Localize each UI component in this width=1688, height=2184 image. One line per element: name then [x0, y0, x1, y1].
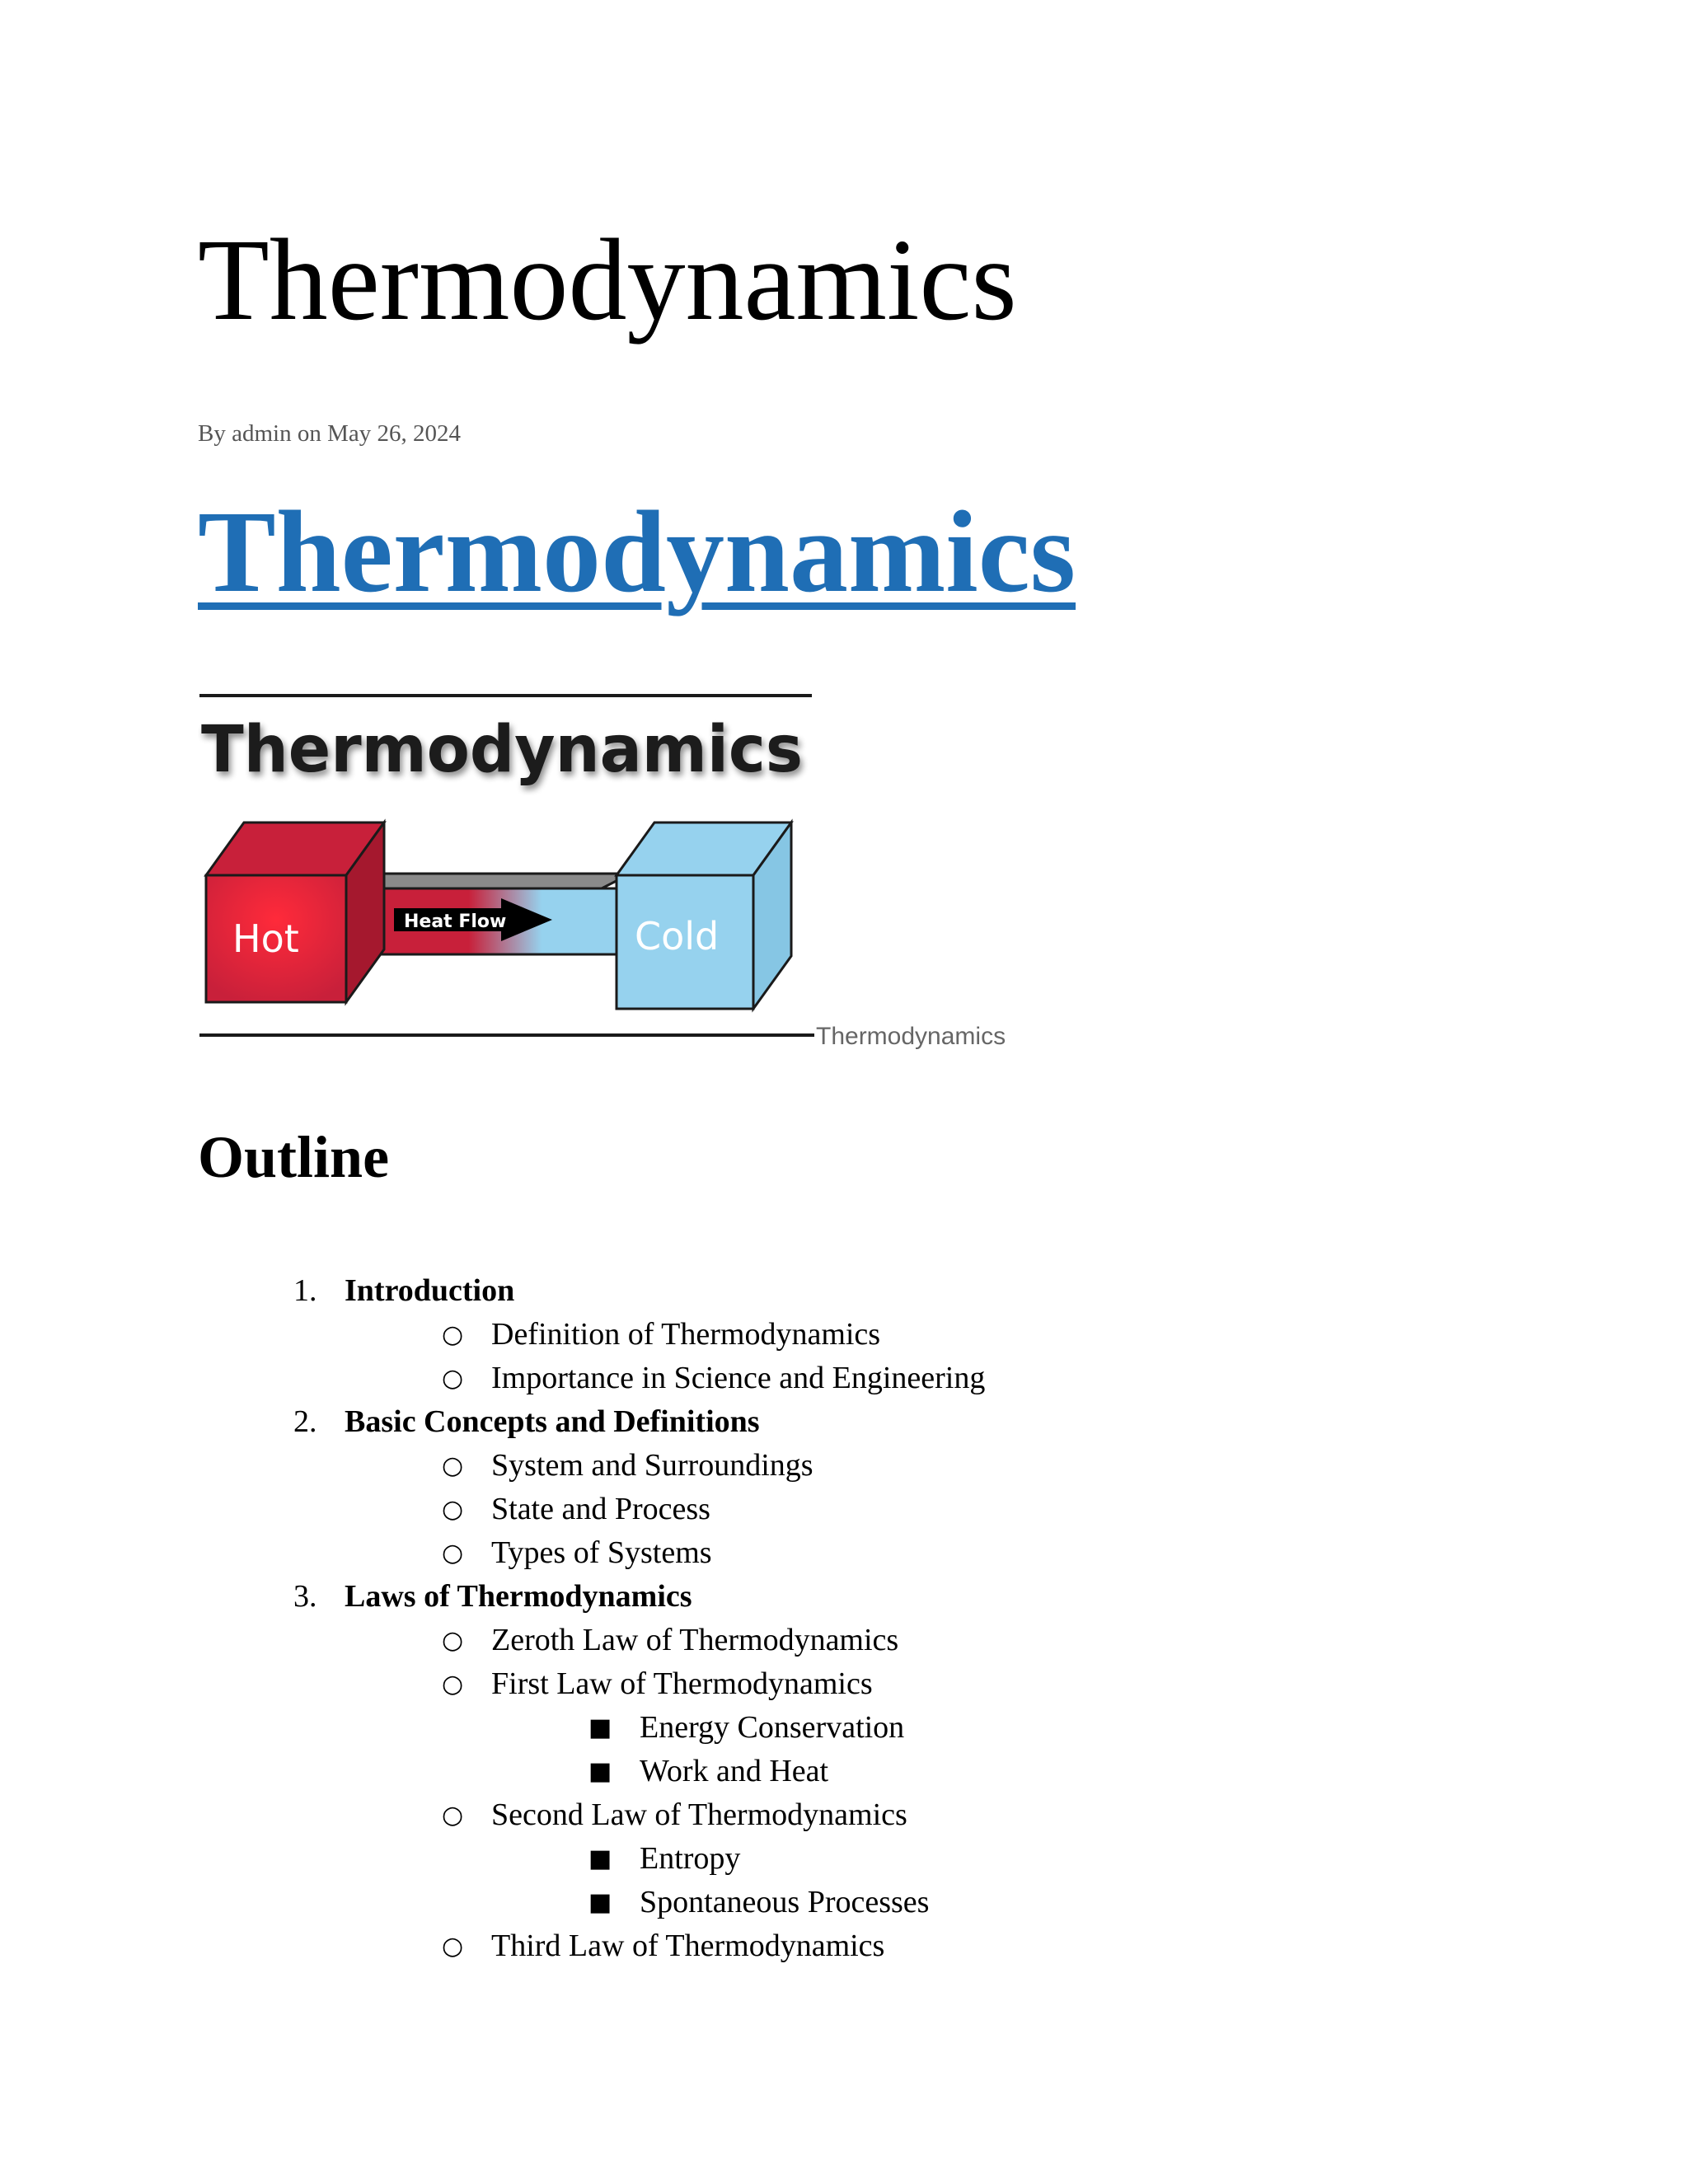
- list-bullet: ○: [442, 1495, 464, 1524]
- outline-item: [0, 1575, 1688, 1619]
- list-item-label: Laws of Thermodynamics: [345, 1579, 692, 1614]
- outline-subitem: [0, 1793, 1688, 1837]
- figure-heading: Thermodynamics: [201, 713, 803, 787]
- cold-label: Cold: [635, 914, 720, 958]
- list-item-label: Entropy: [640, 1841, 741, 1876]
- post-byline: By admin on May 26, 2024: [198, 420, 461, 447]
- list-number: 3.: [293, 1579, 317, 1614]
- list-bullet: ■: [588, 1888, 612, 1917]
- outline-list: [0, 1269, 1688, 1968]
- list-number: 1.: [293, 1273, 317, 1308]
- hot-label: Hot: [232, 916, 299, 961]
- heat-flow-illustration: [198, 692, 816, 1055]
- bar-top-face: [354, 874, 631, 888]
- outline-heading: Outline: [198, 1124, 390, 1190]
- post-title-link[interactable]: Thermodynamics: [198, 486, 1076, 616]
- outline-subitem: [0, 1488, 1688, 1531]
- outline-subsubitem: [0, 1837, 1688, 1881]
- list-item-label: Basic Concepts and Definitions: [345, 1404, 760, 1439]
- outline-item: [0, 1269, 1688, 1313]
- list-item-label: First Law of Thermodynamics: [491, 1666, 873, 1701]
- list-bullet: ○: [442, 1320, 464, 1349]
- list-item-label: Spontaneous Processes: [640, 1885, 930, 1919]
- list-item-label: Definition of Thermodynamics: [491, 1317, 881, 1352]
- list-item-label: Types of Systems: [491, 1535, 712, 1570]
- list-bullet: ■: [588, 1844, 612, 1873]
- list-bullet: ○: [442, 1451, 464, 1480]
- outline-subitem: [0, 1444, 1688, 1488]
- document-title: Thermodynamics: [198, 214, 1017, 344]
- figure-caption: Thermodynamics: [816, 1023, 1006, 1050]
- outline-subsubitem: [0, 1881, 1688, 1924]
- list-bullet: ○: [442, 1626, 464, 1655]
- outline-subitem: [0, 1531, 1688, 1575]
- list-item-label: Second Law of Thermodynamics: [491, 1797, 907, 1832]
- list-bullet: ○: [442, 1801, 464, 1830]
- list-item-label: Energy Conservation: [640, 1710, 905, 1745]
- list-item-label: Importance in Science and Engineering: [491, 1361, 986, 1395]
- outline-subitem: [0, 1662, 1688, 1706]
- heat-flow-label: Heat Flow: [404, 912, 507, 932]
- outline-subitem: [0, 1619, 1688, 1662]
- list-item-label: Work and Heat: [640, 1754, 829, 1788]
- list-bullet: ○: [442, 1539, 464, 1568]
- list-bullet: ■: [588, 1713, 612, 1742]
- outline-subsubitem: [0, 1706, 1688, 1750]
- outline-subsubitem: [0, 1750, 1688, 1793]
- list-bullet: ○: [442, 1670, 464, 1699]
- hot-block: [206, 823, 384, 1002]
- thermodynamics-figure: [198, 692, 1022, 1055]
- list-bullet: ○: [442, 1932, 464, 1961]
- cold-block: [617, 823, 791, 1009]
- list-item-label: Third Law of Thermodynamics: [491, 1929, 885, 1963]
- list-number: 2.: [293, 1404, 317, 1439]
- outline-item: [0, 1400, 1688, 1444]
- list-bullet: ○: [442, 1364, 464, 1393]
- list-item-label: Introduction: [345, 1273, 515, 1308]
- outline-subitem: [0, 1924, 1688, 1968]
- outline-subitem: [0, 1313, 1688, 1357]
- list-item-label: Zeroth Law of Thermodynamics: [491, 1623, 899, 1657]
- list-item-label: System and Surroundings: [491, 1448, 814, 1483]
- outline-subitem: [0, 1357, 1688, 1400]
- list-item-label: State and Process: [491, 1492, 710, 1526]
- list-bullet: ■: [588, 1757, 612, 1786]
